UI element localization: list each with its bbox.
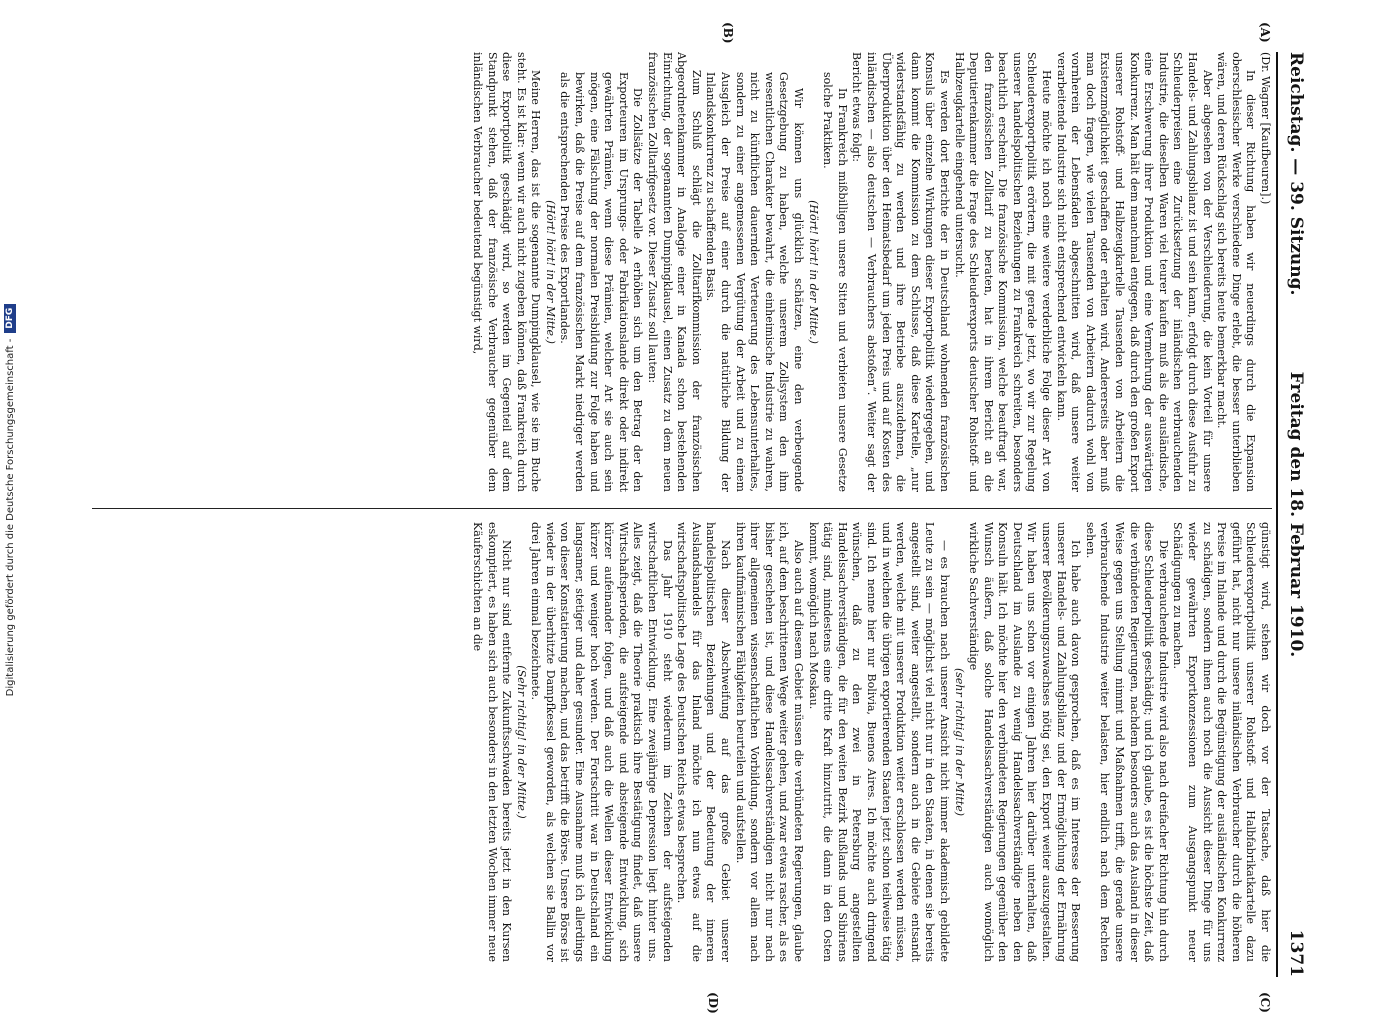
quotation: Wir können uns glücklich schätzen, eine den verbeugende Gesetzgebung zu haben, welche unserem Zollsystem den ihm wesentlichen Charakter bewahrt, die einheimische Industrie zu wahren, nicht zu künftlichen dauernden Verteuerung des Lebensunterhaltes, sondern zu einer angemessenen Vergütung der Arbeit und zu einem Ausgleich der Preise auf einer durch die natürliche Bildung der Inlandskonkurrenz zu schaffenden Basis. bbox=[704, 72, 805, 492]
header-left: Reichstag. — 39. Sitzung. bbox=[1286, 52, 1306, 296]
margin-marker-c: (C) bbox=[1258, 992, 1272, 1013]
right-column bbox=[469, 522, 1272, 962]
paragraph: Das Jahr 1910 steht wiederum im Zeichen der aufsteigenden wirtschaftlichen Entwicklung. Eine zweijährige Depression liegt hinter uns. Alles zeigt, daß die Theorie praktisch ihre Bestätigung findet, daß unsere Wirtschaftsperioden, die aufsteigende und absteigende Entwicklung, sich kürzer aufeinander folgen, und daß auch die Wellen dieser Entwicklung kürzer und weniger hoch werden. Der Fortschritt war in Deutschland ein langsamer, stetiger und daher gesunder. Eine Ausnahme muß ich allerdings von dieser Konstatierung machen, und das betrifft die Börse. Unsere Börse ist wieder in der überhitzte Dampfkessel geworden, als welchen sie Ballin vor drei Jahren einmal bezeichnete. bbox=[529, 522, 674, 962]
paragraph: Die verbrauchende Industrie wird also nach dreifacher Richtung hin durch diese Schleuderpolitik geschädigt; und ich glaube, es ist die höchste Zeit, daß die verbündeten Regierungen, nachdem besonders auch das Ausland in dieser Weise gegen uns Stellung nimmt und Maßnahmen trifft, die gerade unsere verbrauchende Industrie weiter belasten, hier endlich nach dem Rechten sehen. bbox=[1083, 522, 1170, 962]
quotation: Die Zollsätze der Tabelle A erhöhen sich um den Betrag der den Exporteuren im Ursprungs- oder Fabrikationslande direkt oder indirekt gewährten Prämien, wenn diese Prämien, welcher Art sie auch sein mögen, eine Fälschung der normalen Preisbildung zur Folge haben und bewirken, daß die Preise auf dem französischen Markt niedriger werden als die entsprechenden Preise des Exportlandes. bbox=[558, 72, 645, 492]
margin-marker-d: (D) bbox=[706, 992, 720, 1014]
paragraph: In dieser Richtung haben wir neuerdings durch die Expansion oberschlesischer Werke verschiedene Dinge erlebt, die besser unterblieben wären, und deren Rückschlag sich bereits heute bemerkbar macht. bbox=[1215, 52, 1258, 492]
page-number: 1371 bbox=[1286, 929, 1306, 977]
interjection: (sehr richtig! in der Mitte) bbox=[952, 667, 966, 817]
interjection: (Sehr richtig! in der Mitte.) bbox=[514, 665, 528, 819]
header-date: Freitag den 18. Februar 1910. bbox=[1286, 371, 1306, 658]
digitization-credit bbox=[0, 0, 20, 1000]
paragraph: Nach dieser Abschweifung auf das große Gebiet unserer handelspolitischen Beziehungen und der Bedeutung der inneren Auslandshandels für das Inland möchte ich nun etwas auf die wirtschaftspolitische Lage des Deutschen Reichs etwas besprechen. bbox=[675, 522, 733, 962]
header-rule bbox=[1276, 52, 1278, 977]
interjection: (Hört! hört! in der Mitte.) bbox=[806, 200, 820, 344]
page-header bbox=[1280, 52, 1310, 977]
paragraph: Zum Schluß schlägt die Zolltarifkommission der französischen Abgeordnetenkammer in Analogie einer in Kanada schon bestehenden Einrichtung, der sogenannten Dumpingklausel, einen Zusatz zu dem neuen französischen Zolltarifgesetz vor. Dieser Zusatz soll lauten: bbox=[646, 52, 703, 492]
paragraph: Also auch auf diesem Gebiet müssen die verbündeten Regierungen, glaube ich, auf dem beschrittenen Wege weiter gehen, und zwar etwas rascher, als es bisher geschehen ist, und diese Handelssachverständigen nicht nur nach ihrer allgemeinen wissenschaftlichen Vorbildung, sondern vor allem nach ihren kaufmännischen Fähigkeiten beurteilen und aufstellen. bbox=[733, 522, 805, 962]
paragraph: Es werden dort Berichte der in Deutschland wohnenden französischen Konsuls über einzelne Wirkungen dieser Exportpolitik wiedergegeben, und dann kommt die Kommission zu dem Schlusse, daß diese Kartelle, „nur widerstandsfähig zu werden und ihre Betriebe auszudehnen, die Überproduktion über den Heimatsbedarf um jeden Preis und auf Kosten des inländischen — also deutschen — Verbrauchers abstoßen“. Weiter sagt der Bericht etwas folgt: bbox=[850, 52, 951, 492]
margin-marker-b: (B) bbox=[721, 22, 735, 44]
interjection: (Hört! hört! in der Mitte.) bbox=[543, 200, 557, 344]
credit-text: Digitalisierung gefördert durch die Deutsche Forschungsgemeinschaft - bbox=[4, 338, 16, 697]
margin-marker-a: (A) bbox=[1258, 22, 1272, 43]
paragraph: Ich habe auch davon gesprochen, daß es im Interesse der Besserung unserer Handels- und Zahlungsbilanz und der Ermöglichung der Ernährung unserer Bevölkerungszuwachses nötig sei, den Export weiter auszugestalten. Wir haben uns schon vor einigen Jahren hier darüber unterhalten, daß Deutschland im Auslande zu wenig Handelssachverständige neben den Konsuln hält. Ich möchte hier den verbündeten Regierungen gegenüber den Wunsch äußern, daß solche Handelssachverständigen auch womöglich wirkliche Sachverständige bbox=[967, 522, 1083, 962]
dfg-logo: DFG bbox=[4, 304, 16, 333]
speaker-line: (Dr. Wagner [Kaufbeuren].) bbox=[1259, 52, 1272, 205]
column-rule bbox=[92, 508, 1272, 509]
paragraph: Aber abgesehen von der Verschleuderung, die kein Vorteil für unsere Handels- und Zahlungsbilanz ist und sein kann, erfolgt durch diese Ausfuhr zu Schleuderpreisen eine Zurücksetzung der inländischen verbrauchenden Industrie, die dieselben Waren viel teurer kaufen muß als die ausländische, eine Erschwerung ihrer Produktion und eine Vermehrung der auswärtigen Konkurrenz. Man hält dem manchmal entgegen, daß durch den großen Export unserer Rohstoff- und Halbzeugkartelle Tausenden von Arbeitern die Existenzmöglichkeit geschaffen oder erhalten wird. Andererseits aber muß man doch fragen, wie vielen Tausenden von Arbeitern dadurch wohl von vornherein der Lebensfaden abgeschnitten wird, daß unsere weiter verarbeitende Industrie sich nicht entsprechend entwickeln kann. bbox=[1054, 52, 1214, 492]
rotated-page bbox=[80, 22, 1310, 1014]
paragraph: Meine Herren, das ist die sogenannte Dumpingklausel, wie sie im Buche steht. Es ist klar: wenn wir auch nicht zugeben können, daß Frankreich durch diese Exportpolitik geschädigt wird, so werden im Gegenteil auf dem Standpunkt stehen, daß der französische Verbraucher gegenüber dem inländischen Verbraucher bedeutend begünstigt wird, bbox=[470, 52, 543, 492]
paragraph: Heute möchte ich noch eine weitere verderbliche Folge dieser Art von Schleuderexportpolitik erörtern, die mit gerade jetzt, wo wir zur Regelung unserer handelspolitischen Beziehungen zu Frankreich schreiten, besonders beachtlich erscheint. Die französische Kommission, welche beauftragt war, den französischen Zolltarif zu beraten, hat in ihrem Bericht an die Deputiertenkammer die Frage des Schleuderexports deutscher Rohstoff- und Halbzeugkartelle eingehend untersucht. bbox=[952, 52, 1054, 492]
quotation: In Frankreich mißbilligen unsere Sitten und verbieten unsere Gesetze solche Praktiken. bbox=[821, 72, 849, 492]
left-column bbox=[469, 52, 1272, 492]
paragraph: günstigt wird, stehen wir doch vor der Tatsache, daß hier die Schleuderexportpolitik unserer Rohstoff- und Halbfabrikatkartelle dazu geführt hat, nicht nur unsere inländischen Verbraucher durch die höheren Preise im Inlande und durch die Begünstigung der ausländischen Konkurrenz zu schädigen, sondern ihnen auch noch die Aussicht dieser Dinge für uns wieder gewährten Exportkonzessionen zum Ausgangspunkt neuer Schädigungen zu machen. bbox=[1171, 522, 1272, 962]
paragraph: — es brauchen nach unserer Ansicht nicht immer akademisch gebildete Leute zu sein — möglichst viel nicht nur in den Staaten, in denen sie bereits angestellt sind, weiter angestellt, sondern auch in die Gebiete entsandt werden, welche mit unserer Produktion weiter erschlossen werden müssen, und in welchen die übrigen exportierenden Staaten jetzt schon teilweise tätig sind. Ich nenne hier nur Bolivia, Buenos Aires. Ich möchte auch dringend wünschen, daß zu den zwei in Petersburg angestellten Handelssachverständigen, die für den weiten Bezirk Rußlands und Sibiriens tätig sind, mindestens eine dritte Kraft hinzutritt, die dann in den Osten kommt, womöglich nach Moskau. bbox=[806, 522, 951, 962]
paragraph: Nicht nur sind entfernte Zukunftsschwaden bereits jetzt in den Kursen eskomptiert, es haben sich auch besonders in den letzten Wochen immer neue Käuferschichten an die bbox=[470, 522, 514, 962]
